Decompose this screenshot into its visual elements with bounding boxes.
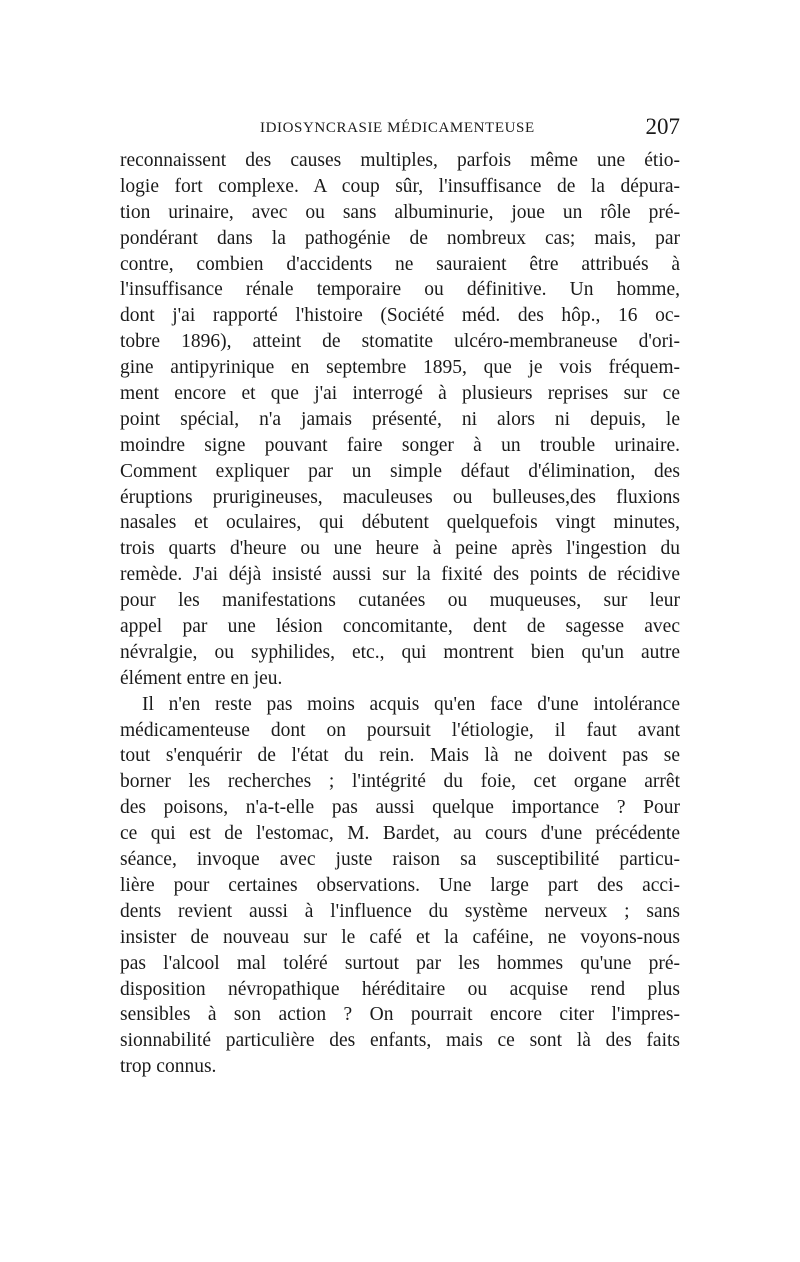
text-line: sensibles à son action ? On pourrait encore citer l'impres- <box>120 1004 680 1026</box>
text-line: lière pour certaines observations. Une large part des acci- <box>120 874 680 896</box>
text-line: Comment expliquer par un simple défaut d'élimination, des <box>120 460 680 482</box>
paragraph-2 <box>120 692 680 1080</box>
text-line: appel par une lésion concomitante, dent de sagesse avec <box>120 616 680 638</box>
text-line: remède. J'ai déjà insisté aussi sur la fixité des points de récidive <box>120 564 680 586</box>
text-line: dont j'ai rapporté l'histoire (Société méd. des hôp., 16 oc- <box>120 305 680 327</box>
text-line: reconnaissent des causes multiples, parfois même une étio- <box>120 150 680 171</box>
running-title: IDIOSYNCRASIE MÉDICAMENTEUSE <box>260 120 535 136</box>
text-line: trop connus. <box>120 1056 217 1078</box>
text-line: dents revient aussi à l'influence du système nerveux ; sans <box>120 900 680 922</box>
running-head <box>120 114 680 142</box>
paragraph-1 <box>120 148 680 692</box>
text-line: tout s'enquérir de l'état du rein. Mais là ne doivent pas se <box>120 745 680 767</box>
text-line: l'insuffisance rénale temporaire ou définitive. Un homme, <box>120 279 680 301</box>
text-line: tobre 1896), atteint de stomatite ulcéro-membraneuse d'ori- <box>120 331 680 353</box>
text-line: ment encore et que j'ai interrogé à plusieurs reprises sur ce <box>120 383 680 405</box>
text-line: élément entre en jeu. <box>120 667 283 689</box>
text-line: tion urinaire, avec ou sans albuminurie, joue un rôle pré- <box>120 201 680 223</box>
text-line: logie fort complexe. A coup sûr, l'insuffisance de la dépura- <box>120 175 680 197</box>
text-line: disposition névropathique héréditaire ou acquise rend plus <box>120 978 680 1000</box>
text-line: pour les manifestations cutanées ou muqueuses, sur leur <box>120 590 680 612</box>
text-line: insister de nouveau sur le café et la caféine, ne voyons-nous <box>120 926 680 948</box>
text-line: ce qui est de l'estomac, M. Bardet, au cours d'une précédente <box>120 823 680 845</box>
text-line: névralgie, ou syphilides, etc., qui montrent bien qu'un autre <box>120 641 680 663</box>
text-line: sionnabilité particulière des enfants, mais ce sont là des faits <box>120 1030 680 1052</box>
text-line: éruptions prurigineuses, maculeuses ou bulleuses,des fluxions <box>120 486 680 508</box>
text-line: point spécial, n'a jamais présenté, ni alors ni depuis, le <box>120 408 680 430</box>
text-line: contre, combien d'accidents ne sauraient être attribués à <box>120 253 680 275</box>
text-line: des poisons, n'a-t-elle pas aussi quelque importance ? Pour <box>120 797 680 819</box>
text-line: gine antipyrinique en septembre 1895, que je vois fréquem- <box>120 357 680 379</box>
text-line: borner les recherches ; l'intégrité du foie, cet organe arrêt <box>120 771 680 793</box>
text-line: nasales et oculaires, qui débutent quelquefois vingt minutes, <box>120 512 680 534</box>
text-line: pas l'alcool mal toléré surtout par les hommes qu'une pré- <box>120 952 680 974</box>
body-text <box>120 148 680 1080</box>
text-line: séance, invoque avec juste raison sa susceptibilité particu- <box>120 849 680 871</box>
text-line: médicamenteuse dont on poursuit l'étiologie, il faut avant <box>120 719 680 741</box>
text-line: trois quarts d'heure ou une heure à peine après l'ingestion du <box>120 538 680 560</box>
text-line: Il n'en reste pas moins acquis qu'en face d'une intolérance <box>142 693 680 715</box>
text-line: moindre signe pouvant faire songer à un trouble urinaire. <box>120 434 680 456</box>
page-number: 207 <box>645 114 680 139</box>
text-line: pondérant dans la pathogénie de nombreux cas; mais, par <box>120 227 680 249</box>
